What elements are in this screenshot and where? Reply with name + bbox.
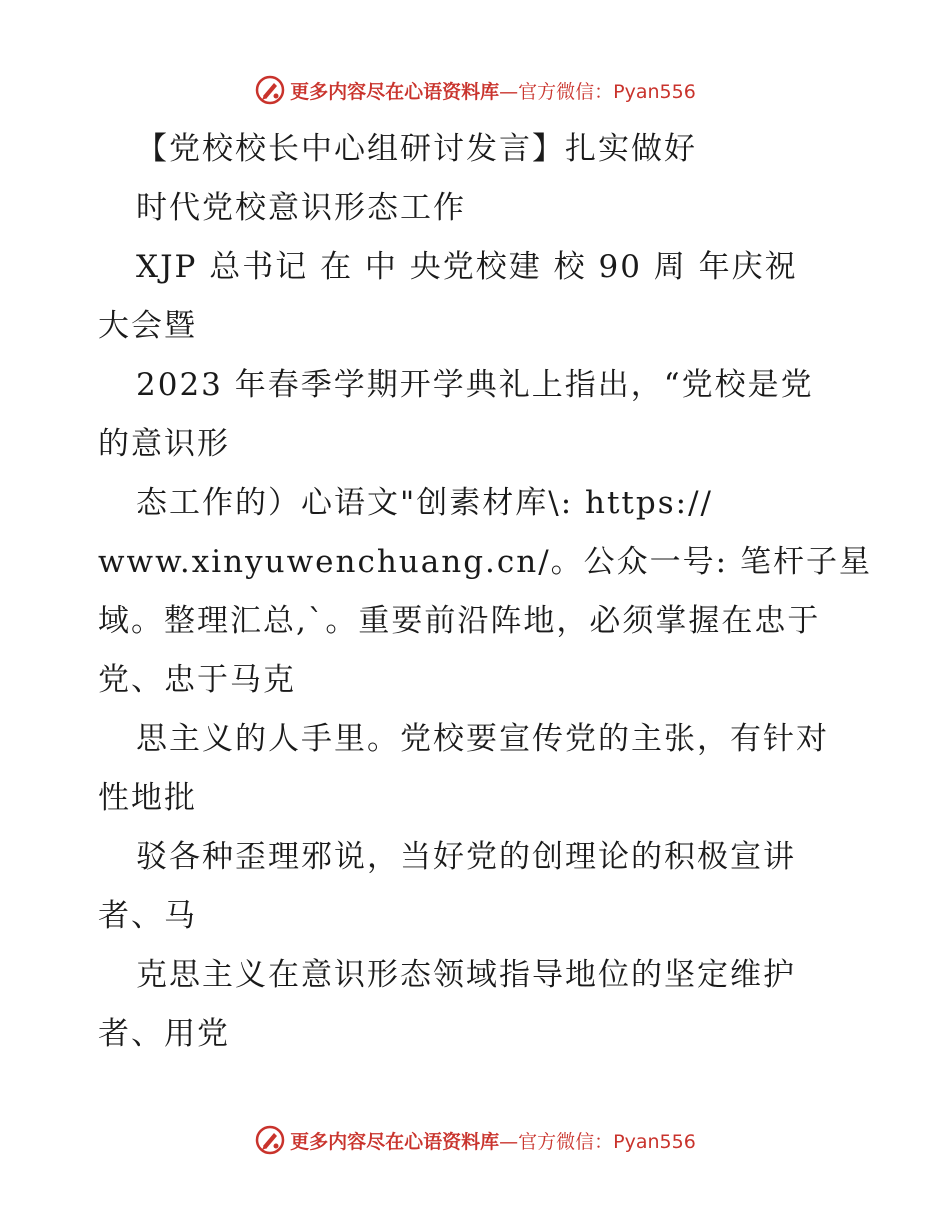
header-banner-content <box>254 74 696 106</box>
header-banner <box>0 70 950 110</box>
library-logo-icon <box>254 74 286 106</box>
text-line: 者、马 <box>98 898 197 934</box>
text-line: 时代党校意识形态工作 <box>136 190 466 226</box>
header-banner-text <box>290 77 696 104</box>
text-line: 2023 年春季学期开学典礼上指出，“党校是党 <box>136 367 814 403</box>
text-line: 驳各种歪理邪说，当好党的创理论的积极宣讲 <box>136 839 796 875</box>
banner-title: 更多内容尽在心语资料库 <box>290 80 500 103</box>
text-line: 性地批 <box>98 780 197 816</box>
text-line: 党、忠于马克 <box>98 662 296 698</box>
text-line: 【党校校长中心组研讨发言】扎实做好 <box>136 131 697 167</box>
text-line: 者、用党 <box>98 1016 230 1052</box>
document-body <box>98 120 878 1064</box>
banner-dash: — <box>499 1130 519 1153</box>
banner-contact: 官方微信：Pyan556 <box>518 80 696 103</box>
banner-dash: — <box>499 80 519 103</box>
text-line: 态工作的）心语文"创素材库\: https:// <box>136 485 713 521</box>
text-line: 域。整理汇总,`。重要前沿阵地，必须掌握在忠于 <box>98 603 821 639</box>
footer-banner <box>0 1120 950 1160</box>
text-line: www.xinyuwenchuang.cn/。公众一号: 笔杆子星 <box>98 544 872 580</box>
library-logo-icon <box>254 1124 286 1156</box>
text-line: 思主义的人手里。党校要宣传党的主张，有针对 <box>136 721 829 757</box>
text-line: 克思主义在意识形态领域指导地位的坚定维护 <box>136 957 796 993</box>
footer-banner-text <box>290 1127 696 1154</box>
text-line: XJP 总书记 在 中 央党校建 校 90 周 年庆祝 <box>136 249 798 285</box>
banner-contact: 官方微信：Pyan556 <box>518 1130 696 1153</box>
footer-banner-content <box>254 1124 696 1156</box>
banner-title: 更多内容尽在心语资料库 <box>290 1130 500 1153</box>
text-line: 大会暨 <box>98 308 197 344</box>
text-line: 的意识形 <box>98 426 230 462</box>
